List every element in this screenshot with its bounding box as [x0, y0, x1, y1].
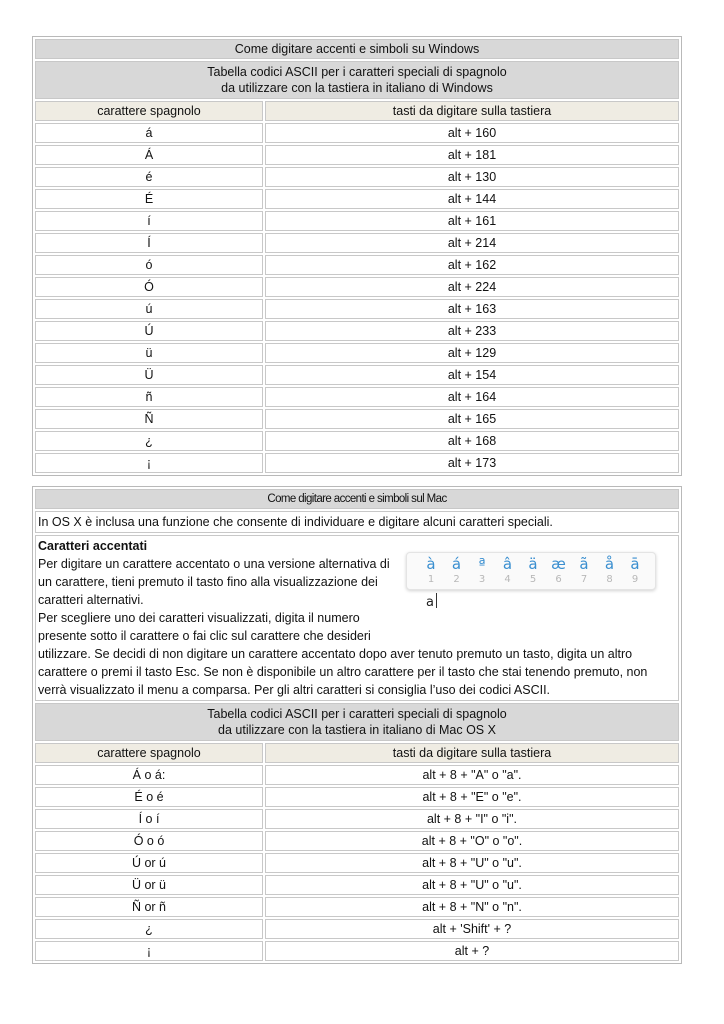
- cell-keys: alt + 8 + "I" o "i".: [265, 809, 679, 829]
- cell-character: Á: [35, 145, 263, 165]
- popup-option-number: 4: [504, 574, 511, 585]
- cell-keys: alt + 8 + "U" o "u".: [265, 875, 679, 895]
- cell-character: í: [35, 211, 263, 231]
- cell-character: ó: [35, 255, 263, 275]
- text-caret: [436, 593, 437, 608]
- cell-character: á: [35, 123, 263, 143]
- table-row: [35, 897, 679, 917]
- cell-keys: alt + 163: [265, 299, 679, 319]
- table-row: [35, 409, 679, 429]
- mac-col-header-keys: tasti da digitare sulla tastiera: [265, 743, 679, 763]
- cell-keys: alt + 162: [265, 255, 679, 275]
- table-row: [35, 189, 679, 209]
- cell-character: Ü or ü: [35, 875, 263, 895]
- cell-keys: alt + 8 + "U" o "u".: [265, 853, 679, 873]
- cell-character: ¡: [35, 453, 263, 473]
- cell-character: É o é: [35, 787, 263, 807]
- cell-keys: alt + 154: [265, 365, 679, 385]
- popup-accent-option[interactable]: â: [502, 555, 513, 573]
- mac-subtitle-line2: da utilizzare con la tastiera in italiano di Mac OS X: [218, 723, 496, 737]
- cell-character: ñ: [35, 387, 263, 407]
- mac-subtitle-line1: Tabella codici ASCII per i caratteri speciali di spagnolo: [207, 707, 507, 721]
- table-row: [35, 211, 679, 231]
- table-row: [35, 321, 679, 341]
- cell-keys: alt + 161: [265, 211, 679, 231]
- windows-ascii-table: [32, 36, 682, 476]
- accents-paragraph-2b: utilizzare. Se decidi di non digitare un carattere accentato dopo aver tenuto premuto un tasto, digita un altro carattere o premi il tasto Esc. Se non è disponibile un altro carattere per il tasto che stai tenendo premuto, non verrà visualizzato il menu a comparsa. Per gli altri caratteri si consiglia l’uso dei codici ASCII.: [38, 647, 648, 697]
- table-row: [35, 809, 679, 829]
- cell-character: Ó o ó: [35, 831, 263, 851]
- popup-accent-option[interactable]: ā: [630, 555, 640, 573]
- table-row: [35, 787, 679, 807]
- cell-keys: alt + 8 + "O" o "o".: [265, 831, 679, 851]
- mac-col-header-char: carattere spagnolo: [35, 743, 263, 763]
- popup-option-number: 8: [606, 574, 613, 585]
- popup-option-number: 2: [453, 574, 460, 585]
- table-row: [35, 853, 679, 873]
- cell-character: Í o í: [35, 809, 263, 829]
- windows-col-header-keys: tasti da digitare sulla tastiera: [265, 101, 679, 121]
- windows-subtitle-line1: Tabella codici ASCII per i caratteri speciali di spagnolo: [207, 65, 507, 79]
- table-row: [35, 387, 679, 407]
- cell-keys: alt + 8 + "A" o "a".: [265, 765, 679, 785]
- table-row: [35, 233, 679, 253]
- table-row: [35, 167, 679, 187]
- table-row: [35, 255, 679, 275]
- table-row: [35, 431, 679, 451]
- cell-character: Ñ: [35, 409, 263, 429]
- cell-keys: alt + 224: [265, 277, 679, 297]
- cell-keys: alt + 129: [265, 343, 679, 363]
- cell-character: É: [35, 189, 263, 209]
- cell-keys: alt + 165: [265, 409, 679, 429]
- popup-accent-option[interactable]: ª: [478, 555, 486, 573]
- table-row: [35, 123, 679, 143]
- windows-subtitle-line2: da utilizzare con la tastiera in italiano di Windows: [221, 81, 493, 95]
- cell-keys: alt + 173: [265, 453, 679, 473]
- cell-character: ¿: [35, 431, 263, 451]
- accent-popup-illustration: [402, 546, 670, 612]
- cell-keys: alt + 164: [265, 387, 679, 407]
- mac-accents-section: [35, 535, 679, 701]
- cell-keys: alt + 'Shift' + ?: [265, 919, 679, 939]
- table-row: [35, 299, 679, 319]
- popup-option-number: 6: [555, 574, 562, 585]
- cell-keys: alt + 214: [265, 233, 679, 253]
- cell-character: ü: [35, 343, 263, 363]
- mac-table-title: Come digitare accenti e simboli sul Mac: [35, 489, 679, 509]
- popup-accent-option[interactable]: ä: [528, 555, 538, 573]
- popup-option-number: 9: [631, 574, 639, 585]
- windows-table-title: Come digitare accenti e simboli su Windows: [35, 39, 679, 59]
- accents-section-title: Caratteri accentati: [38, 539, 148, 553]
- table-row: [35, 875, 679, 895]
- table-row: [35, 831, 679, 851]
- cell-keys: alt + 233: [265, 321, 679, 341]
- popup-option-number: 7: [580, 574, 588, 585]
- mac-intro-text: In OS X è inclusa una funzione che consente di individuare e digitare alcuni caratteri speciali.: [35, 511, 679, 533]
- cell-keys: alt + 144: [265, 189, 679, 209]
- cell-character: Ú or ú: [35, 853, 263, 873]
- cell-keys: alt + 160: [265, 123, 679, 143]
- table-row: [35, 919, 679, 939]
- mac-table-subtitle: [35, 703, 679, 741]
- accents-paragraph-2a: Per scegliere uno dei caratteri visualizzati, digita il numero presente sotto il carattere o fai clic sul carattere che desideri: [38, 611, 371, 643]
- cell-character: Ü: [35, 365, 263, 385]
- accent-popup-menu: [406, 552, 656, 590]
- cell-keys: alt + 8 + "N" o "n".: [265, 897, 679, 917]
- cell-keys: alt + 181: [265, 145, 679, 165]
- popup-option-number: 5: [529, 574, 537, 585]
- cell-character: ¡: [35, 941, 263, 961]
- cell-character: Á o á:: [35, 765, 263, 785]
- cell-character: Í: [35, 233, 263, 253]
- popup-accent-option[interactable]: à: [426, 555, 436, 573]
- accents-paragraph-1: Per digitare un carattere accentato o una versione alternativa di un carattere, tieni premuto il tasto fino alla visualizzazione dei caratteri alternativi.: [38, 557, 390, 607]
- cell-character: Ú: [35, 321, 263, 341]
- table-row: [35, 365, 679, 385]
- typed-character: a: [426, 595, 434, 610]
- table-row: [35, 453, 679, 473]
- table-row: [35, 145, 679, 165]
- cell-character: Ñ or ñ: [35, 897, 263, 917]
- windows-table-subtitle: [35, 61, 679, 99]
- popup-option-number: 3: [478, 574, 486, 585]
- table-row: [35, 765, 679, 785]
- popup-accent-option[interactable]: æ: [551, 555, 566, 573]
- cell-keys: alt + ?: [265, 941, 679, 961]
- table-row: [35, 941, 679, 961]
- popup-accent-option[interactable]: ã: [579, 555, 589, 573]
- cell-character: ú: [35, 299, 263, 319]
- popup-accent-option[interactable]: å: [604, 555, 615, 573]
- cell-character: ¿: [35, 919, 263, 939]
- cell-character: é: [35, 167, 263, 187]
- cell-character: Ó: [35, 277, 263, 297]
- popup-option-number: 1: [427, 574, 435, 585]
- popup-accent-option[interactable]: á: [451, 555, 462, 573]
- mac-ascii-table: [32, 486, 682, 964]
- cell-keys: alt + 130: [265, 167, 679, 187]
- cell-keys: alt + 168: [265, 431, 679, 451]
- windows-col-header-char: carattere spagnolo: [35, 101, 263, 121]
- table-row: [35, 343, 679, 363]
- table-row: [35, 277, 679, 297]
- cell-keys: alt + 8 + "E" o "e".: [265, 787, 679, 807]
